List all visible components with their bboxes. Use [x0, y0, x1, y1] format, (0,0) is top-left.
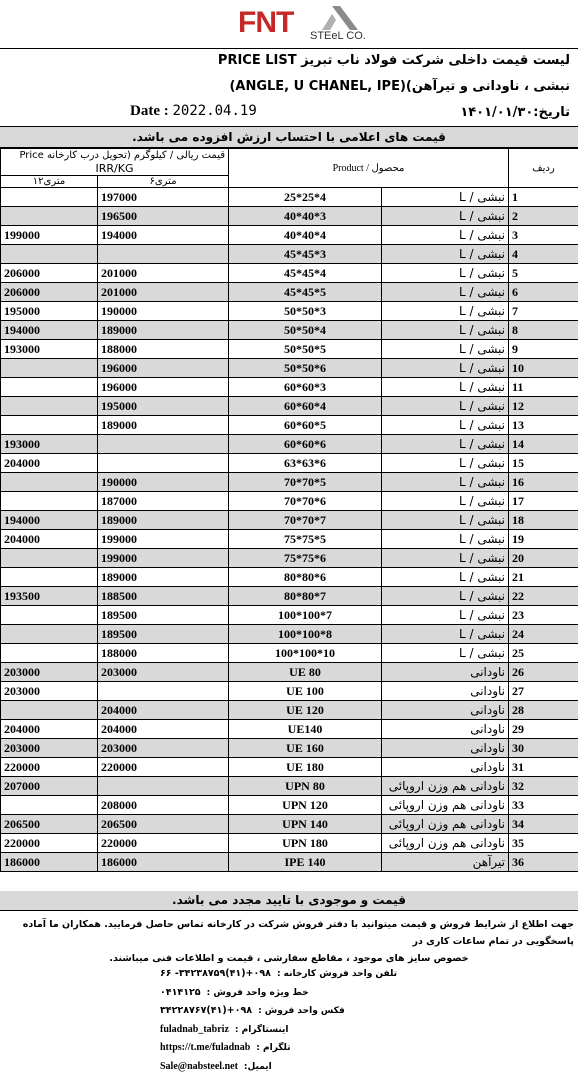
table-row: [1, 340, 578, 359]
price-12m-cell: [1, 568, 98, 587]
price-table: [0, 148, 578, 872]
price-12m-cell: [1, 796, 98, 815]
product-type-cell: نبشی / L: [382, 264, 509, 283]
logo-brand: FNT: [238, 6, 294, 39]
contact-row: [160, 1039, 380, 1058]
row-number-cell: 32: [509, 777, 578, 796]
table-row: [1, 378, 578, 397]
row-number-cell: 31: [509, 758, 578, 777]
table-row: [1, 473, 578, 492]
contact-label: تلفن واحد فروش کارخانه :: [276, 969, 398, 979]
price-6m-cell: 190000: [98, 473, 229, 492]
product-type-cell: نبشی / L: [382, 283, 509, 302]
price-6m-cell: 220000: [98, 758, 229, 777]
table-row: [1, 587, 578, 606]
price-6m-cell: 196500: [98, 207, 229, 226]
product-type-cell: نبشی / L: [382, 625, 509, 644]
contact-label: خط ویژه واحد فروش :: [206, 987, 309, 998]
size-cell: UPN 80: [229, 777, 382, 796]
price-6m-cell: [98, 435, 229, 454]
price-6m-cell: 196000: [98, 359, 229, 378]
product-type-cell: نبشی / L: [382, 435, 509, 454]
row-number-cell: 30: [509, 739, 578, 758]
table-row: [1, 435, 578, 454]
size-cell: 45*45*4: [229, 264, 382, 283]
vat-note: قیمت های اعلامی با احتساب ارزش افزوده می باشد.: [0, 126, 578, 148]
contact-row: [160, 965, 398, 984]
size-cell: 50*50*3: [229, 302, 382, 321]
price-group-label: قیمت ریالی / کیلوگرم (تحویل درب کارخانه Price: [19, 150, 225, 161]
table-row: [1, 549, 578, 568]
price-12m-cell: 203000: [1, 739, 98, 758]
contact-row: [160, 1058, 380, 1077]
table-row: [1, 492, 578, 511]
size-cell: IPE 140: [229, 853, 382, 872]
contact-value: fuladnab_tabriz: [160, 1023, 229, 1035]
product-type-cell: نبشی / L: [382, 359, 509, 378]
row-number-cell: 22: [509, 587, 578, 606]
size-cell: 40*40*3: [229, 207, 382, 226]
size-cell: 63*63*6: [229, 454, 382, 473]
contact-value: ۰۹۸+(۴۱)۳۴۲۳۸۷۵۹- ۶۶: [160, 968, 271, 979]
table-row: [1, 758, 578, 777]
contact-label: ایمیل:: [243, 1061, 272, 1072]
price-6m-cell: [98, 245, 229, 264]
contact-value: ۰۹۸+(۴۱)۳۴۲۲۸۷۶۷: [160, 1005, 253, 1016]
sales-info-line-1: جهت اطلاع از شرایط فروش و قیمت میتوانید با دفتر فروش شرکت در کارخانه تماس حاصل فرمایید. همکاران ما آماده پاسخگویی در تمام ساعات کاری در: [22, 919, 574, 947]
table-row: [1, 302, 578, 321]
price-6m-cell: 194000: [98, 226, 229, 245]
price-12m-cell: 199000: [1, 226, 98, 245]
row-number-cell: 18: [509, 511, 578, 530]
size-cell: 60*60*6: [229, 435, 382, 454]
table-row: [1, 416, 578, 435]
contact-value[interactable]: Sale@nabsteel.net: [160, 1060, 238, 1072]
logo-mark-icon: [318, 4, 362, 32]
row-number-cell: 21: [509, 568, 578, 587]
product-type-cell: ناودانی هم وزن اروپائی: [382, 796, 509, 815]
price-6m-cell: [98, 682, 229, 701]
price-6m-cell: 204000: [98, 701, 229, 720]
price-6m-cell: 188000: [98, 644, 229, 663]
price-unit-label: IRR/KG: [95, 162, 134, 175]
sales-info-line-2: خصوص سایز های موجود ، مقاطع سفارشی ، قیمت و اطلاعات فنی میباشند.: [109, 953, 469, 964]
row-number-cell: 35: [509, 834, 578, 853]
price-6m-cell: 199000: [98, 549, 229, 568]
price-12m-cell: 203000: [1, 663, 98, 682]
table-row: [1, 207, 578, 226]
product-type-cell: تیرآهن: [382, 853, 509, 872]
table-row: [1, 188, 578, 207]
row-number-cell: 36: [509, 853, 578, 872]
table-row: [1, 245, 578, 264]
row-number-cell: 27: [509, 682, 578, 701]
price-6m-cell: 188500: [98, 587, 229, 606]
row-number-cell: 26: [509, 663, 578, 682]
price-table-body: [1, 188, 578, 872]
table-row: [1, 720, 578, 739]
price-6m-cell: [98, 777, 229, 796]
product-type-cell: نبشی / L: [382, 245, 509, 264]
price-12m-cell: [1, 644, 98, 663]
row-number-cell: 17: [509, 492, 578, 511]
row-number-header: ردیف: [509, 149, 578, 188]
product-type-cell: نبشی / L: [382, 397, 509, 416]
product-type-cell: نبشی / L: [382, 511, 509, 530]
length-6m-header: ۶متری: [98, 176, 229, 188]
table-row: [1, 625, 578, 644]
price-6m-cell: 199000: [98, 530, 229, 549]
price-12m-cell: 194000: [1, 321, 98, 340]
price-12m-cell: [1, 359, 98, 378]
row-number-cell: 5: [509, 264, 578, 283]
product-type-cell: ناودانی: [382, 720, 509, 739]
price-12m-cell: [1, 492, 98, 511]
product-type-cell: نبشی / L: [382, 302, 509, 321]
product-type-cell: نبشی / L: [382, 207, 509, 226]
row-number-cell: 15: [509, 454, 578, 473]
price-6m-cell: [98, 454, 229, 473]
stock-note: قیمت و موجودی با تایید مجدد می باشد.: [0, 891, 578, 911]
price-12m-cell: 193000: [1, 435, 98, 454]
price-12m-cell: 220000: [1, 834, 98, 853]
date-english: [130, 103, 257, 120]
row-number-cell: 28: [509, 701, 578, 720]
row-number-cell: 20: [509, 549, 578, 568]
price-12m-cell: [1, 606, 98, 625]
row-number-cell: 4: [509, 245, 578, 264]
length-12m-header: ۱۲متری: [1, 176, 98, 188]
row-number-cell: 16: [509, 473, 578, 492]
company-logo: [238, 4, 368, 46]
price-12m-cell: [1, 188, 98, 207]
size-cell: 50*50*5: [229, 340, 382, 359]
price-6m-cell: 203000: [98, 739, 229, 758]
price-6m-cell: 190000: [98, 302, 229, 321]
price-6m-cell: 206500: [98, 815, 229, 834]
row-number-cell: 12: [509, 397, 578, 416]
product-type-cell: ناودانی: [382, 663, 509, 682]
table-row: [1, 226, 578, 245]
row-number-cell: 24: [509, 625, 578, 644]
price-12m-cell: [1, 245, 98, 264]
row-number-cell: 10: [509, 359, 578, 378]
row-number-cell: 1: [509, 188, 578, 207]
price-12m-cell: 220000: [1, 758, 98, 777]
date-value: 2022.04.19: [172, 103, 257, 119]
table-row: [1, 682, 578, 701]
price-12m-cell: [1, 701, 98, 720]
table-row: [1, 264, 578, 283]
table-row: [1, 853, 578, 872]
price-12m-cell: [1, 397, 98, 416]
price-12m-cell: 195000: [1, 302, 98, 321]
size-cell: 60*60*3: [229, 378, 382, 397]
table-row: [1, 663, 578, 682]
size-cell: 100*100*10: [229, 644, 382, 663]
price-12m-cell: 186000: [1, 853, 98, 872]
row-number-cell: 3: [509, 226, 578, 245]
price-6m-cell: 186000: [98, 853, 229, 872]
size-cell: UE 180: [229, 758, 382, 777]
contact-list: [160, 965, 398, 1076]
contact-value: ۰۴۱۴۱۲۵: [160, 986, 201, 998]
price-12m-cell: [1, 473, 98, 492]
price-12m-cell: 193500: [1, 587, 98, 606]
table-row: [1, 511, 578, 530]
price-12m-cell: 206000: [1, 264, 98, 283]
price-12m-cell: [1, 625, 98, 644]
table-row: [1, 530, 578, 549]
size-cell: 40*40*4: [229, 226, 382, 245]
size-cell: 60*60*4: [229, 397, 382, 416]
product-type-cell: نبشی / L: [382, 416, 509, 435]
product-type-cell: ناودانی هم وزن اروپائی: [382, 777, 509, 796]
contact-label: تلگرام :: [256, 1043, 291, 1053]
date-persian: تاریخ:۱۴۰۱/۰۱/۳۰: [460, 105, 570, 120]
table-row: [1, 796, 578, 815]
product-type-cell: نبشی / L: [382, 492, 509, 511]
row-number-cell: 34: [509, 815, 578, 834]
size-cell: 100*100*7: [229, 606, 382, 625]
product-header: Product / محصول: [229, 149, 509, 188]
price-6m-cell: 197000: [98, 188, 229, 207]
product-type-cell: نبشی / L: [382, 321, 509, 340]
row-number-cell: 2: [509, 207, 578, 226]
table-row: [1, 359, 578, 378]
size-cell: 75*75*5: [229, 530, 382, 549]
price-12m-cell: 207000: [1, 777, 98, 796]
contact-row: [160, 1021, 380, 1040]
price-6m-cell: 189000: [98, 568, 229, 587]
page-title: لیست قیمت داخلی شرکت فولاد ناب تبریز PRICE LIST: [217, 53, 570, 68]
table-row: [1, 739, 578, 758]
price-6m-cell: 196000: [98, 378, 229, 397]
row-number-cell: 9: [509, 340, 578, 359]
price-6m-cell: 208000: [98, 796, 229, 815]
row-number-cell: 33: [509, 796, 578, 815]
table-row: [1, 701, 578, 720]
size-cell: UE 100: [229, 682, 382, 701]
size-cell: 80*80*7: [229, 587, 382, 606]
price-12m-cell: 204000: [1, 454, 98, 473]
size-cell: 75*75*6: [229, 549, 382, 568]
size-cell: UE 120: [229, 701, 382, 720]
date-label: Date :: [130, 103, 169, 119]
price-6m-cell: 195000: [98, 397, 229, 416]
price-6m-cell: 188000: [98, 340, 229, 359]
table-row: [1, 321, 578, 340]
product-type-cell: نبشی / L: [382, 378, 509, 397]
row-number-cell: 14: [509, 435, 578, 454]
contact-label: اینستاگرام :: [234, 1024, 289, 1035]
product-type-cell: نبشی / L: [382, 473, 509, 492]
product-type-cell: ناودانی: [382, 758, 509, 777]
product-type-cell: نبشی / L: [382, 549, 509, 568]
product-type-cell: نبشی / L: [382, 606, 509, 625]
size-cell: 100*100*8: [229, 625, 382, 644]
table-row: [1, 834, 578, 853]
product-type-cell: نبشی / L: [382, 568, 509, 587]
product-type-cell: ناودانی هم وزن اروپائی: [382, 815, 509, 834]
table-row: [1, 606, 578, 625]
price-6m-cell: 189000: [98, 511, 229, 530]
price-6m-cell: 204000: [98, 720, 229, 739]
product-type-cell: نبشی / L: [382, 188, 509, 207]
price-12m-cell: [1, 207, 98, 226]
size-cell: 60*60*5: [229, 416, 382, 435]
price-6m-cell: 220000: [98, 834, 229, 853]
size-cell: 45*45*5: [229, 283, 382, 302]
product-type-cell: ناودانی: [382, 701, 509, 720]
price-12m-cell: [1, 416, 98, 435]
contact-value[interactable]: https://t.me/fuladnab: [160, 1042, 251, 1053]
document-header: [0, 48, 578, 126]
product-type-cell: نبشی / L: [382, 644, 509, 663]
size-cell: UE 160: [229, 739, 382, 758]
price-12m-cell: [1, 378, 98, 397]
price-12m-cell: 204000: [1, 720, 98, 739]
table-row: [1, 568, 578, 587]
price-12m-cell: 206500: [1, 815, 98, 834]
row-number-cell: 25: [509, 644, 578, 663]
table-row: [1, 397, 578, 416]
price-group-header: [1, 149, 229, 176]
product-type-cell: نبشی / L: [382, 340, 509, 359]
page-subtitle: (ANGLE, U CHANEL, IPE)(نبشی ، ناودانی و تیرآهن: [229, 79, 570, 94]
sales-info: [4, 916, 574, 967]
row-number-cell: 11: [509, 378, 578, 397]
size-cell: UPN 180: [229, 834, 382, 853]
row-number-cell: 23: [509, 606, 578, 625]
price-6m-cell: 189000: [98, 321, 229, 340]
contact-row: [160, 1002, 380, 1021]
size-cell: UE 80: [229, 663, 382, 682]
size-cell: 70*70*6: [229, 492, 382, 511]
price-12m-cell: 204000: [1, 530, 98, 549]
product-type-cell: ناودانی هم وزن اروپائی: [382, 834, 509, 853]
price-6m-cell: 187000: [98, 492, 229, 511]
price-6m-cell: 189000: [98, 416, 229, 435]
price-6m-cell: 189500: [98, 625, 229, 644]
price-6m-cell: 201000: [98, 264, 229, 283]
price-6m-cell: 203000: [98, 663, 229, 682]
size-cell: 45*45*3: [229, 245, 382, 264]
table-row: [1, 777, 578, 796]
price-6m-cell: 189500: [98, 606, 229, 625]
size-cell: UPN 120: [229, 796, 382, 815]
row-number-cell: 8: [509, 321, 578, 340]
table-row: [1, 454, 578, 473]
size-cell: 50*50*6: [229, 359, 382, 378]
logo-subtitle: STEeL CO.: [310, 30, 366, 42]
price-12m-cell: 193000: [1, 340, 98, 359]
size-cell: 70*70*5: [229, 473, 382, 492]
product-type-cell: نبشی / L: [382, 454, 509, 473]
product-type-cell: ناودانی: [382, 682, 509, 701]
size-cell: UE140: [229, 720, 382, 739]
size-cell: UPN 140: [229, 815, 382, 834]
row-number-cell: 7: [509, 302, 578, 321]
table-row: [1, 644, 578, 663]
row-number-cell: 29: [509, 720, 578, 739]
product-type-cell: ناودانی: [382, 739, 509, 758]
size-cell: 80*80*6: [229, 568, 382, 587]
row-number-cell: 13: [509, 416, 578, 435]
contact-row: [160, 984, 380, 1003]
product-type-cell: نبشی / L: [382, 587, 509, 606]
price-6m-cell: 201000: [98, 283, 229, 302]
table-row: [1, 283, 578, 302]
price-12m-cell: 194000: [1, 511, 98, 530]
contact-label: فکس واحد فروش :: [258, 1006, 345, 1016]
product-type-cell: نبشی / L: [382, 226, 509, 245]
row-number-cell: 6: [509, 283, 578, 302]
product-type-cell: نبشی / L: [382, 530, 509, 549]
price-12m-cell: 203000: [1, 682, 98, 701]
size-cell: 25*25*4: [229, 188, 382, 207]
price-12m-cell: 206000: [1, 283, 98, 302]
size-cell: 50*50*4: [229, 321, 382, 340]
table-row: [1, 815, 578, 834]
row-number-cell: 19: [509, 530, 578, 549]
size-cell: 70*70*7: [229, 511, 382, 530]
price-12m-cell: [1, 549, 98, 568]
